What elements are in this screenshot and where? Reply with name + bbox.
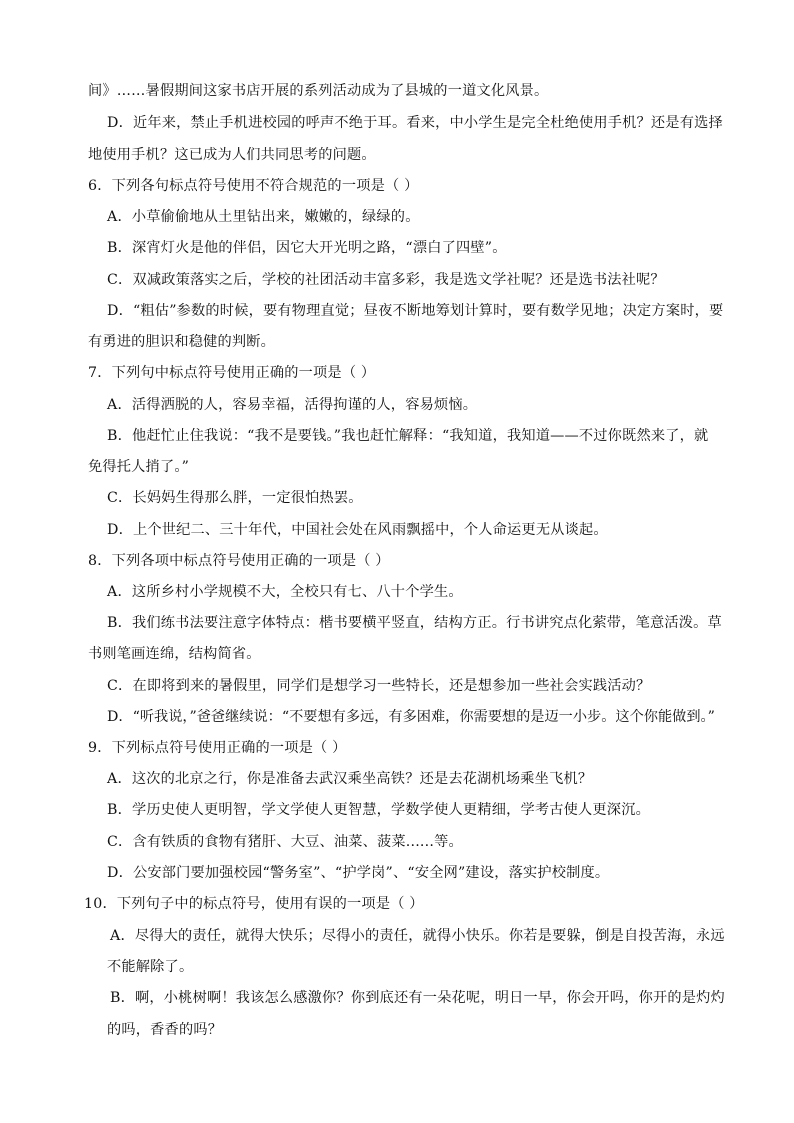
- q9-option-a: A．这次的北京之行，你是准备去武汉乘坐高铁？还是去花湖机场乘坐飞机？: [107, 771, 593, 787]
- q6-option-a: A．小草偷偷地从土里钻出来，嫩嫩的，绿绿的。: [107, 209, 420, 225]
- q9-option-d: D．公安部门要加强校园“警务室”、“护学岗”、“安全网”建设，落实护校制度。: [107, 865, 610, 881]
- q8-option-d: D．“听我说，”爸爸继续说：“不要想有多远，有多困难，你需要想的是迈一小步。这个你能做到。”: [107, 709, 715, 725]
- q6-option-d: D．“粗估”参数的时候，要有物理直觉；昼夜不断地筹划计算时，要有数学见地；决定方案时，要: [107, 303, 724, 319]
- q7-option-c: C．长妈妈生得那么胖，一定很怕热罢。: [107, 490, 363, 506]
- q7-option-b-continuation: 免得托人捎了。”: [88, 459, 190, 475]
- q6-option-b: B．深宵灯火是他的伴侣，因它大开光明之路，“漂白了四壁”。: [107, 240, 507, 256]
- question-7: 7．下列句中标点符号使用正确的一项是（ ）: [88, 365, 376, 381]
- q6-option-d-continuation: 有勇进的胆识和稳健的判断。: [88, 334, 276, 350]
- q9-option-c: C．含有铁质的食物有猪肝、大豆、油菜、菠菜......等。: [107, 834, 463, 850]
- question-10: 10．下列句子中的标点符号，使用有误的一项是（ ）: [84, 896, 424, 912]
- q10-option-a-continuation: 不能解除了。: [107, 959, 194, 975]
- q8-option-b: B．我们练书法要注意字体特点：楷书要横平竖直，结构方正。行书讲究点化萦带，笔意活泼。草: [107, 615, 722, 631]
- q5-option-d-continuation: 地使用手机？这已成为人们共同思考的问题。: [88, 147, 376, 163]
- question-6: 6．下列各句标点符号使用不符合规范的一项是（ ）: [88, 178, 419, 194]
- q8-option-a: A．这所乡村小学规模不大，全校只有七、八十个学生。: [107, 584, 463, 600]
- question-9: 9．下列标点符号使用正确的一项是（ ）: [88, 740, 347, 756]
- q9-option-b: B．学历史使人更明智，学文学使人更智慧，学数学使人更精细，学考古使人更深沉。: [107, 802, 650, 818]
- q10-option-b: B．啊，小桃树啊！我该怎么感激你？你到底还有一朵花呢，明日一早，你会开吗，你开的是灼灼: [110, 990, 725, 1006]
- question-8: 8．下列各项中标点符号使用正确的一项是（ ）: [88, 553, 390, 569]
- q7-option-b: B．他赶忙止住我说：“我不是要钱。”我也赶忙解释：“我知道，我知道——不过你既然来了，就: [107, 428, 709, 444]
- q10-option-b-continuation: 的吗，香香的吗？: [107, 1022, 223, 1038]
- q5-option-d: D．近年来，禁止手机进校园的呼声不绝于耳。看来，中小学生是完全杜绝使用手机？还是有选择: [107, 115, 723, 131]
- q7-option-d: D．上个世纪二、三十年代，中国社会处在风雨飘摇中，个人命运更无从谈起。: [107, 522, 608, 538]
- q8-option-b-continuation: 书则笔画连绵，结构简省。: [88, 646, 261, 662]
- q8-option-c: C．在即将到来的暑假里，同学们是想学习一些特长，还是想参加一些社会实践活动？: [107, 678, 651, 694]
- q7-option-a: A．活得洒脱的人，容易幸福，活得拘谨的人，容易烦恼。: [107, 397, 478, 413]
- q6-option-c: C．双减政策落实之后，学校的社团活动丰富多彩，我是选文学社呢？还是选书法社呢？: [107, 272, 665, 288]
- q10-option-a: A．尽得大的责任，就得大快乐；尽得小的责任，就得小快乐。你若是要躲，倒是自投苦海，永远: [110, 928, 725, 944]
- text-line-prev-continuation: 间》……暑假期间这家书店开展的系列活动成为了县城的一道文化风景。: [88, 83, 549, 99]
